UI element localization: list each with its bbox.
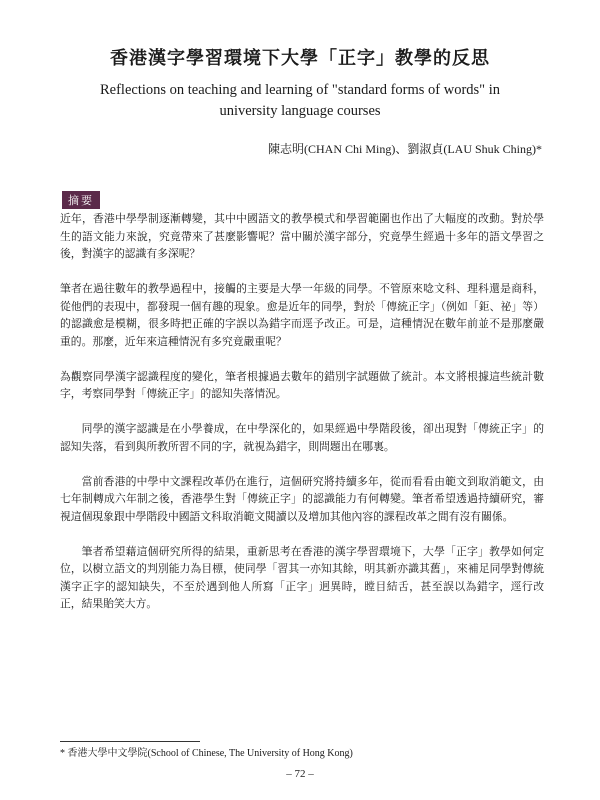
paragraph: 為觀察同學漢字認識程度的變化，筆者根據過去數年的錯別字試題做了統計。本文將根據這些統計數字，考察同學對「傳統正字」的認知失落情況。 xyxy=(60,369,544,400)
paragraph: 同學的漢字認識是在小學養成，在中學深化的，如果經過中學階段後，卻出現對「傳統正字」的認知失落，看到與所教所習不同的字，就視為錯字，則問題出在哪裏。 xyxy=(60,422,544,453)
footnote: * 香港大學中文學院(School of Chinese, The University of Hong Kong) xyxy=(60,748,353,759)
paragraph: 筆者在過往數年的教學過程中，接觸的主要是大學一年級的同學。不管原來唸文科、理科還是商科，從他們的表現中，都發現一個有趣的現象。愈是近年的同學，對於「傳統正字」（例如「鉅、祕」等）的認識愈是模糊，很多時把正確的字誤以為錯字而逕予改正。可是，這種情況在數年前並不是那麼嚴重的。那麼，近年來這種情況有多究竟嚴重呢？ xyxy=(60,282,544,348)
page-number: – 72 – xyxy=(286,768,314,780)
title-english: Reflections on teaching and learning of "standard forms of words" in university language courses xyxy=(99,82,500,119)
abstract-body xyxy=(60,210,544,630)
authors: 陳志明(CHAN Chi Ming)、劉淑貞(LAU Shuk Ching)* xyxy=(267,142,542,156)
title-chinese: 香港漢字學習環境下大學「正字」教學的反思 xyxy=(110,48,490,69)
footnote-rule xyxy=(60,741,200,742)
paragraph: 筆者希望藉這個研究所得的結果，重新思考在香港的漢字學習環境下，大學「正字」教學如何定位，以樹立語文的判別能力為目標，使同學「習其一亦知其餘，明其新亦識其舊」，來補足同學對傳統漢字正字的認知缺失，不至於遇到他人所寫「正字」迥異時，瞠目結舌，甚至誤以為錯字，逕行改正，結果貽笑大方。 xyxy=(60,544,544,610)
paragraph: 近年，香港中學學制逐漸轉變，其中中國語文的教學模式和學習範圍也作出了大幅度的改動。對於學生的語文能力來說，究竟帶來了甚麼影響呢？當中關於漢字部分，究竟學生經過十多年的語文學習之後，對漢字的認識有多深呢？ xyxy=(60,212,544,260)
paragraph: 當前香港的中學中文課程改革仍在進行，這個研究將持續多年，從而看看由範文到取消範文，由七年制轉成六年制之後，香港學生對「傳統正字」的認識能力有何轉變。筆者希望透過持續研究，審視這個現象跟中學階段中國語文科取消範文閱讀以及增加其他內容的課程改革之間有沒有關係。 xyxy=(60,474,544,523)
abstract-label: 摘要 xyxy=(62,191,100,209)
